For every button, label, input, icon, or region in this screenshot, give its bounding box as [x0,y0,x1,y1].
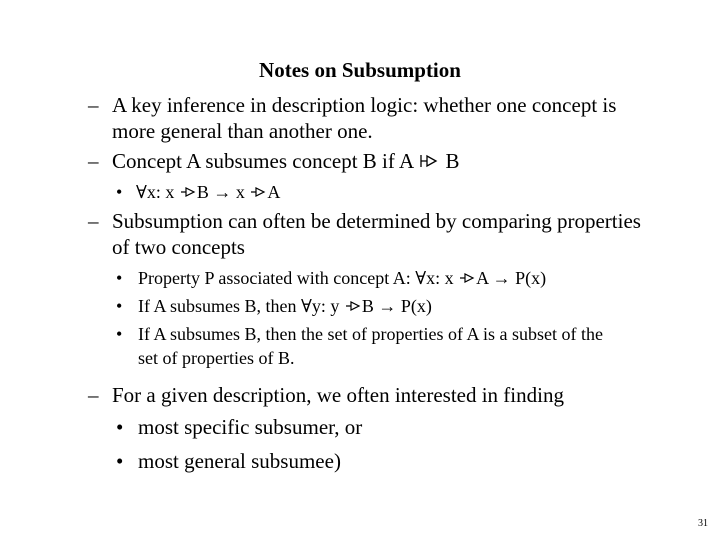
dot-marker: • [116,415,124,439]
dot-marker: • [116,324,123,344]
sub-bullet-3-3-line-2: set of properties of B. [138,348,295,368]
slide-title: Notes on Subsumption [259,58,461,82]
dot-marker: • [116,296,123,316]
dot-marker: • [116,449,124,473]
bullet-1-line-2: more general than another one. [112,119,373,143]
element-of-icon [179,184,197,200]
bullet-2-text-after: B [445,149,460,173]
sub-bullet-2-1 [136,180,280,204]
sub-bullet-3-2 [138,294,432,318]
bullet-3-line-1: Subsumption can often be determined by comparing properties [112,209,641,233]
element-of-icon [249,184,267,200]
formula-part: A → P(x) [476,268,547,288]
subsumes-arrow-icon [418,150,440,168]
dash-marker: – [88,383,99,407]
dot-marker: • [116,268,123,288]
dash-marker: – [88,93,99,117]
page-number: 31 [698,518,708,529]
subsumes-arrow-icon [418,152,440,170]
sub-bullet-3-3-line-1: If A subsumes B, then the set of properties of A is a subset of the [138,324,603,344]
formula-part: ∀x: x [136,182,175,202]
bullet-1-line-1: A key inference in description logic: whether one concept is [112,93,617,117]
sub-bullet-4-2: most general subsumee) [138,449,341,473]
bullet-2-text: Concept A subsumes concept B if A [112,149,413,173]
formula-part: Property P associated with concept A: ∀x: x [138,268,454,288]
bullet-2-line [112,148,460,174]
element-of-icon [344,298,362,314]
sub-bullet-3-1 [138,266,546,290]
bullet-4-line: For a given description, we often interested in finding [112,383,564,407]
element-of-icon [458,270,476,286]
dot-marker: • [116,182,123,202]
formula-part: B → P(x) [361,296,432,316]
bullet-3-line-2: of two concepts [112,235,245,259]
element-of-icon [179,182,197,198]
element-of-icon [458,268,476,284]
formula-part: B → x [196,182,245,202]
formula-part: A [267,182,281,202]
element-of-icon [344,296,362,312]
dash-marker: – [88,209,99,233]
formula-part: If A subsumes B, then ∀y: y [138,296,340,316]
sub-bullet-4-1: most specific subsumer, or [138,415,363,439]
dash-marker: – [88,149,99,173]
element-of-icon [249,182,267,198]
